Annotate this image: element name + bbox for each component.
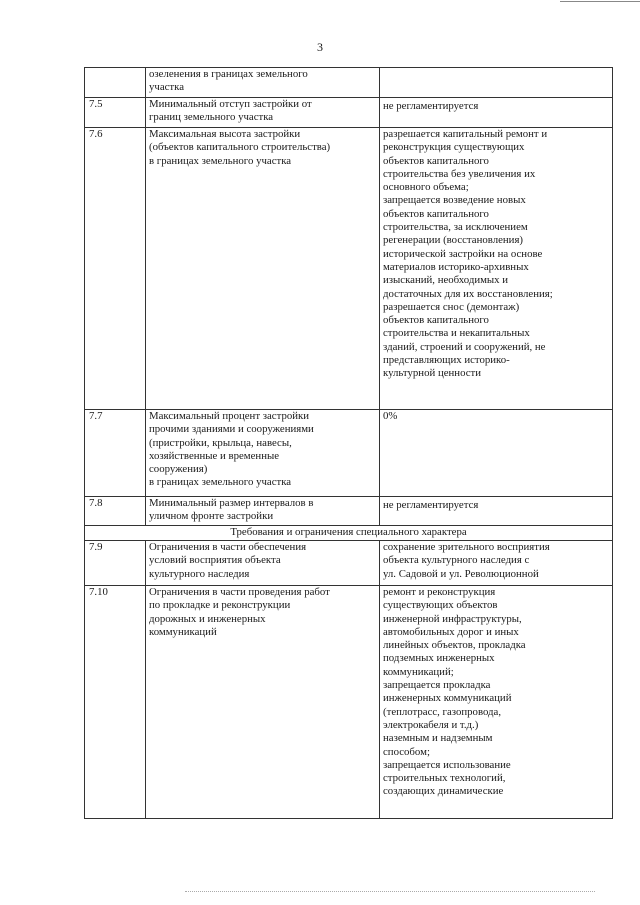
row-value: не регламентируется — [380, 98, 613, 128]
table-row — [85, 541, 613, 586]
row-parameter: Максимальная высота застройки (объектов капитального строительства) в границах земельного участка — [146, 128, 380, 410]
row-number — [85, 68, 146, 98]
row-parameter: Максимальный процент застройки прочими зданиями и сооружениями (пристройки, крыльца, навесы, хозяйственные и временные сооружения) в границах земельного участка — [146, 410, 380, 497]
row-value: ремонт и реконструкция существующих объектов инженерной инфраструктуры, автомобильных дорог и иных линейных объектов, прокладка подземных инженерных коммуникаций; запрещается прокладка инженерных коммуникаций (теплотрасс, газопровода, электрокабеля и т.д.) наземным и надземным способом; запрещается использование строительных технологий, создающих динамические — [380, 586, 613, 819]
row-number: 7.6 — [85, 128, 146, 410]
row-value: разрешается капитальный ремонт и реконструкция существующих объектов капитального строительства без увеличения их основного объема; запрещается возведение новых объектов капитального строительства, за исключением регенерации (восстановления) исторической застройки на основе материалов историко-архивных изысканий, необходимых и достаточных для их восстановления; разрешается снос (демонтаж) объектов капитального строительства и некапитальных зданий, строений и сооружений, не представляющих историко- культурной ценности — [380, 128, 613, 410]
table-row — [85, 497, 613, 526]
row-value: 0% — [380, 410, 613, 497]
row-number: 7.5 — [85, 98, 146, 128]
section-header-row — [85, 526, 613, 541]
row-parameter: Ограничения в части проведения работ по прокладке и реконструкции дорожных и инженерных коммуникаций — [146, 586, 380, 819]
table-row — [85, 128, 613, 410]
row-parameter: озеленения в границах земельного участка — [146, 68, 380, 98]
table-row — [85, 410, 613, 497]
row-value — [380, 68, 613, 98]
row-number: 7.9 — [85, 541, 146, 586]
row-value: сохранение зрительного восприятия объекта культурного наследия с ул. Садовой и ул. Революционной — [380, 541, 613, 586]
row-number: 7.10 — [85, 586, 146, 819]
row-number: 7.8 — [85, 497, 146, 526]
regulations-table — [84, 67, 613, 819]
row-value: не регламентируется — [380, 497, 613, 526]
section-header: Требования и ограничения специального характера — [85, 526, 613, 541]
row-parameter: Минимальный размер интервалов в уличном фронте застройки — [146, 497, 380, 526]
table-row — [85, 586, 613, 819]
row-number: 7.7 — [85, 410, 146, 497]
row-parameter: Ограничения в части обеспечения условий восприятия объекта культурного наследия — [146, 541, 380, 586]
page-number: 3 — [317, 40, 323, 54]
row-parameter: Минимальный отступ застройки от границ земельного участка — [146, 98, 380, 128]
table-row — [85, 98, 613, 128]
scan-artifact — [185, 891, 595, 894]
table-row — [85, 68, 613, 98]
scan-edge-line — [560, 1, 640, 2]
